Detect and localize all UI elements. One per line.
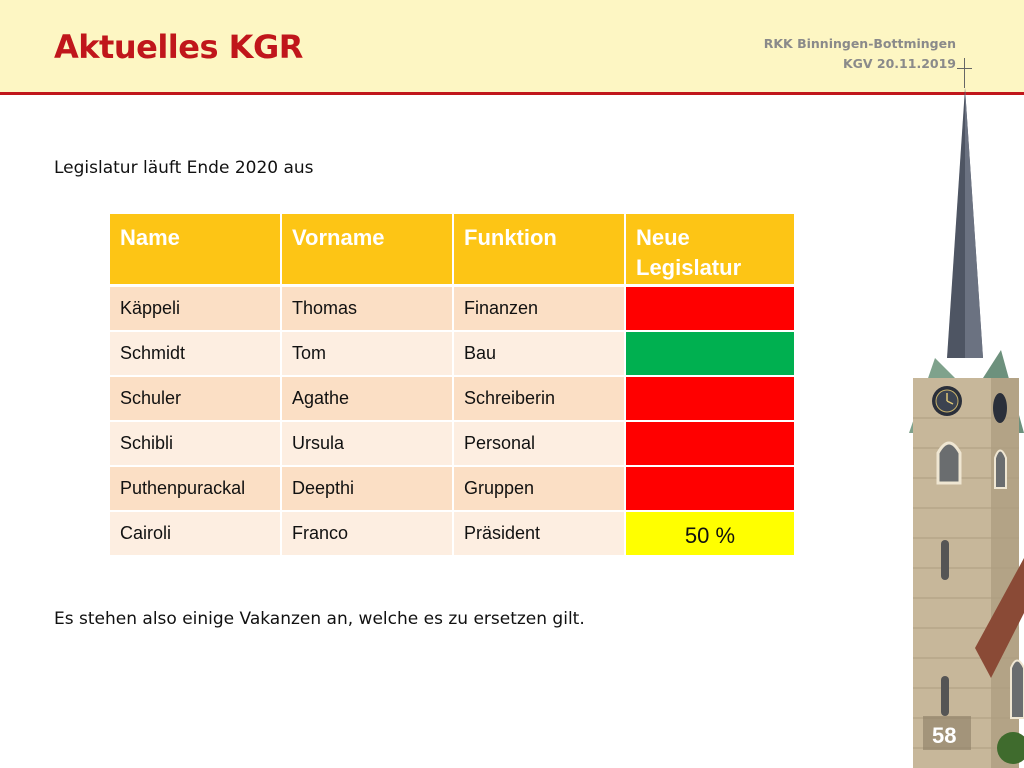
meeting-date: KGV 20.11.2019 [842,56,956,71]
cell-vorname: Franco [282,512,454,557]
col-header-funktion: Funktion [454,214,626,287]
org-name: RKK Binningen-Bottmingen [763,36,956,51]
slide-title: Aktuelles KGR [54,28,303,66]
organization-info [764,34,956,74]
table-row [110,467,796,512]
cell-name: Cairoli [110,512,282,557]
cell-status [626,287,796,332]
cross-icon [964,58,965,88]
outro-text: Es stehen also einige Vakanzen an, welche es zu ersetzen gilt. [54,609,585,629]
col-header-name: Name [110,214,282,287]
table-row [110,512,796,557]
cell-status [626,467,796,512]
cell-vorname: Agathe [282,377,454,422]
cell-vorname: Tom [282,332,454,377]
cell-name: Schuler [110,377,282,422]
table-row [110,332,796,377]
cell-funktion: Schreiberin [454,377,626,422]
cell-name: Käppeli [110,287,282,332]
cell-name: Puthenpurackal [110,467,282,512]
cell-status [626,422,796,467]
cell-funktion: Gruppen [454,467,626,512]
table-row [110,422,796,467]
table-header-row [110,214,796,287]
cell-vorname: Ursula [282,422,454,467]
cell-status [626,377,796,422]
cell-funktion: Präsident [454,512,626,557]
page-number: 58 [932,723,957,748]
cell-status [626,332,796,377]
members-table [110,214,796,557]
cell-vorname: Deepthi [282,467,454,512]
col-header-vorname: Vorname [282,214,454,287]
cell-status: 50 % [626,512,796,557]
cell-funktion: Bau [454,332,626,377]
church-tower-image [895,88,1024,768]
cell-name: Schmidt [110,332,282,377]
intro-text: Legislatur läuft Ende 2020 aus [54,158,314,178]
header-divider [0,92,1024,95]
col-header-legislatur: Neue Legislatur [626,214,796,287]
cell-funktion: Finanzen [454,287,626,332]
table-row [110,377,796,422]
cell-name: Schibli [110,422,282,467]
cell-vorname: Thomas [282,287,454,332]
table-row [110,287,796,332]
cell-funktion: Personal [454,422,626,467]
